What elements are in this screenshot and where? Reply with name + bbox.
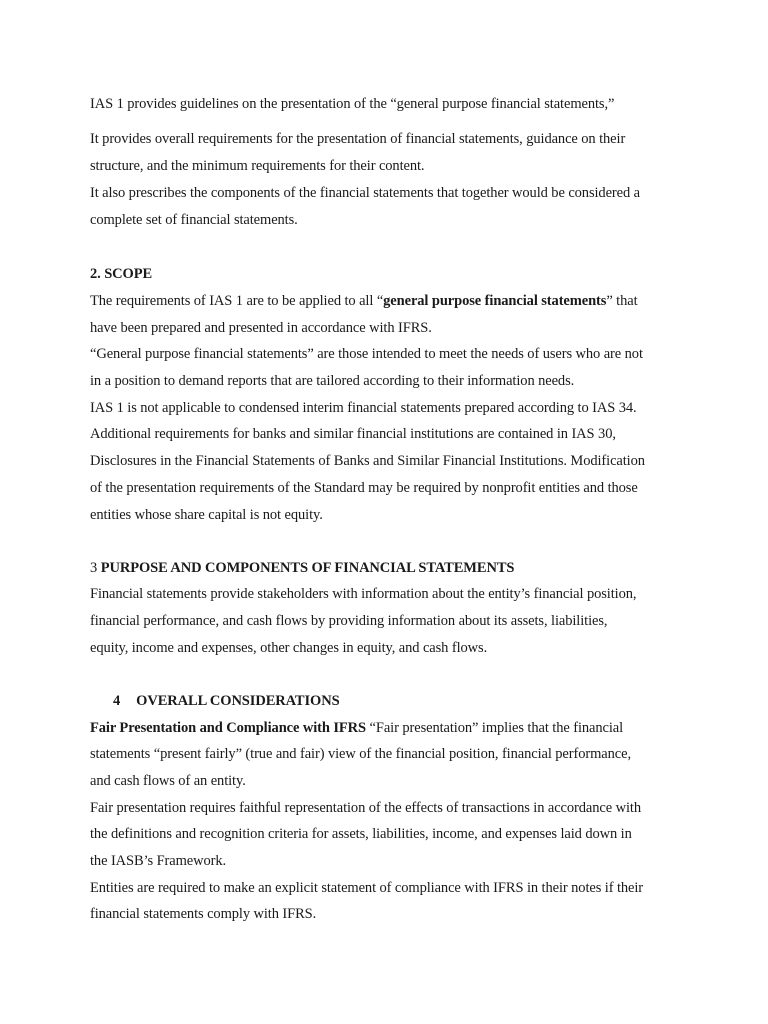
purpose-line-3: equity, income and expenses, other changes in equity, and cash flows. [90,640,488,656]
overall-line-2: statements “present fairly” (true and fair) view of the financial position, financial performance, [90,746,631,762]
overall-subheading: Fair Presentation and Compliance with IFRS [90,720,367,736]
scope-line-1-emphasis: general purpose financial statements [383,293,607,309]
scope-line-9: entities whose share capital is not equity. [90,507,323,523]
intro-paragraph-3-line-1: It also prescribes the components of the financial statements that together would be considered a [90,185,640,201]
overall-heading-number: 4 [113,693,121,709]
scope-line-2: have been prepared and presented in accordance with IFRS. [90,320,432,336]
purpose-heading-number: 3 [90,560,101,576]
overall-line-7: Entities are required to make an explicit statement of compliance with IFRS in their notes if their [90,880,644,896]
overall-heading [113,692,340,710]
overall-line-8: financial statements comply with IFRS. [90,906,317,922]
purpose-line-2: financial performance, and cash flows by providing information about its assets, liabilities, [90,613,608,629]
scope-line-1 [90,292,638,310]
scope-line-1-end: ” that [606,293,638,309]
overall-heading-text: OVERALL CONSIDERATIONS [136,693,340,709]
purpose-line-1: Financial statements provide stakeholders with information about the entity’s financial position, [90,586,637,602]
scope-line-1-start: The requirements of IAS 1 are to be applied to all “ [90,293,384,309]
scope-line-5: IAS 1 is not applicable to condensed interim financial statements prepared according to IAS 34. [90,400,637,416]
intro-paragraph-2-line-1: It provides overall requirements for the presentation of financial statements, guidance on their [90,131,626,147]
overall-line-1-rest: “Fair presentation” implies that the financial [366,720,624,736]
overall-line-1 [90,719,623,737]
overall-line-5: the definitions and recognition criteria for assets, liabilities, income, and expenses laid down in [90,826,632,842]
overall-line-4: Fair presentation requires faithful representation of the effects of transactions in accordance with [90,800,641,816]
scope-line-8: of the presentation requirements of the Standard may be required by nonprofit entities and those [90,480,638,496]
overall-line-3: and cash flows of an entity. [90,773,246,789]
scope-line-7: Disclosures in the Financial Statements of Banks and Similar Financial Institutions. Modification [90,453,645,469]
scope-heading: 2. SCOPE [90,266,153,282]
scope-line-6: Additional requirements for banks and similar financial institutions are contained in IAS 30, [90,426,616,442]
scope-line-4: in a position to demand reports that are tailored according to their information needs. [90,373,575,389]
intro-paragraph-1: IAS 1 provides guidelines on the presentation of the “general purpose financial statements,” [90,96,615,112]
intro-paragraph-2-line-2: structure, and the minimum requirements for their content. [90,158,425,174]
purpose-heading [90,559,514,577]
scope-line-3: “General purpose financial statements” are those intended to meet the needs of users who are not [90,346,643,362]
overall-line-6: the IASB’s Framework. [90,853,227,869]
intro-paragraph-3-line-2: complete set of financial statements. [90,212,298,228]
purpose-heading-text: PURPOSE AND COMPONENTS OF FINANCIAL STATEMENTS [100,560,515,576]
